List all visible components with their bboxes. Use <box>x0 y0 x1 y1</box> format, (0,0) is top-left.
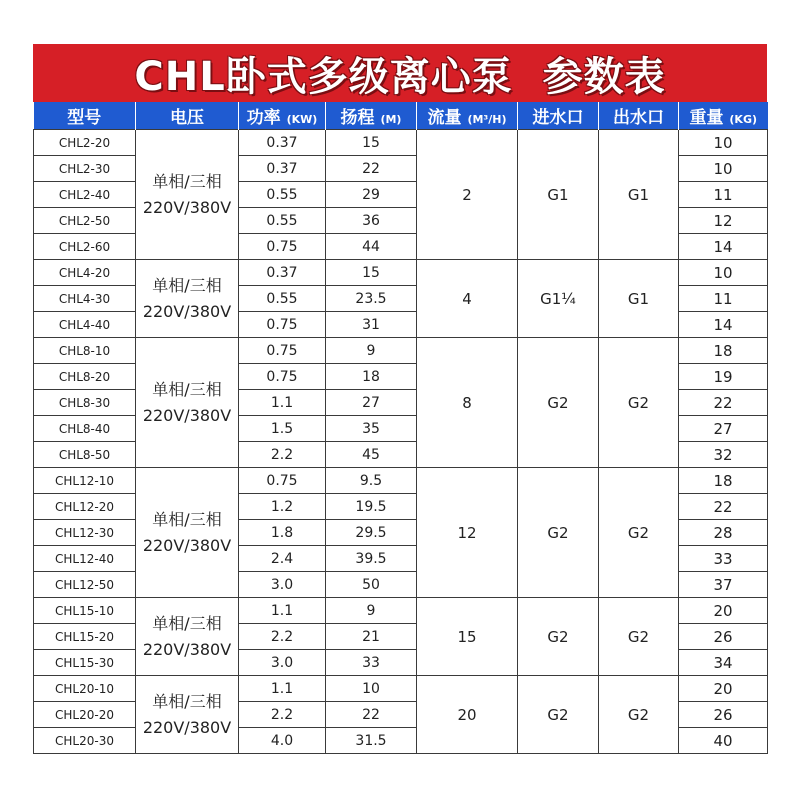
power-cell: 1.1 <box>239 598 326 624</box>
weight-cell: 34 <box>679 650 768 676</box>
model-cell: CHL4-30 <box>34 286 136 312</box>
head-cell: 22 <box>326 702 417 728</box>
head-cell: 15 <box>326 130 417 156</box>
model-cell: CHL2-20 <box>34 130 136 156</box>
inlet-cell: G2 <box>518 468 599 598</box>
power-cell: 0.37 <box>239 156 326 182</box>
head-cell: 22 <box>326 156 417 182</box>
table-body <box>34 130 768 754</box>
power-cell: 0.75 <box>239 468 326 494</box>
head-cell: 23.5 <box>326 286 417 312</box>
power-cell: 0.55 <box>239 182 326 208</box>
power-cell: 1.1 <box>239 390 326 416</box>
voltage-cell <box>136 130 239 260</box>
title-bar <box>33 44 767 102</box>
weight-cell: 18 <box>679 468 768 494</box>
header-voltage: 电压 <box>136 102 239 130</box>
weight-cell: 22 <box>679 494 768 520</box>
power-cell: 4.0 <box>239 728 326 754</box>
model-cell: CHL15-10 <box>34 598 136 624</box>
inlet-cell: G2 <box>518 338 599 468</box>
power-cell: 0.37 <box>239 260 326 286</box>
flow-cell: 15 <box>417 598 518 676</box>
power-cell: 3.0 <box>239 572 326 598</box>
head-cell: 29.5 <box>326 520 417 546</box>
page-title: CHL卧式多级离心泵 参数表 <box>134 53 666 100</box>
model-cell: CHL8-50 <box>34 442 136 468</box>
model-cell: CHL8-30 <box>34 390 136 416</box>
model-cell: CHL12-50 <box>34 572 136 598</box>
voltage-phase: 单相/三相 <box>152 171 222 191</box>
model-cell: CHL2-40 <box>34 182 136 208</box>
weight-cell: 32 <box>679 442 768 468</box>
table-row <box>34 338 768 364</box>
voltage-cell <box>136 676 239 754</box>
table-row <box>34 468 768 494</box>
weight-cell: 27 <box>679 416 768 442</box>
voltage-phase: 单相/三相 <box>152 379 222 399</box>
outlet-cell: G1 <box>599 260 679 338</box>
weight-cell: 10 <box>679 130 768 156</box>
header-row <box>34 102 768 130</box>
voltage-phase: 单相/三相 <box>152 613 222 633</box>
head-cell: 21 <box>326 624 417 650</box>
power-cell: 2.4 <box>239 546 326 572</box>
table-row <box>34 676 768 702</box>
power-cell: 0.37 <box>239 130 326 156</box>
model-cell: CHL2-50 <box>34 208 136 234</box>
power-cell: 1.8 <box>239 520 326 546</box>
power-cell: 1.1 <box>239 676 326 702</box>
outlet-cell: G2 <box>599 338 679 468</box>
header-outlet: 出水口 <box>599 102 679 130</box>
model-cell: CHL20-10 <box>34 676 136 702</box>
model-cell: CHL20-30 <box>34 728 136 754</box>
power-cell: 2.2 <box>239 442 326 468</box>
head-cell: 50 <box>326 572 417 598</box>
inlet-cell: G1 <box>518 130 599 260</box>
weight-cell: 37 <box>679 572 768 598</box>
head-cell: 31 <box>326 312 417 338</box>
model-cell: CHL12-20 <box>34 494 136 520</box>
weight-cell: 12 <box>679 208 768 234</box>
table-row <box>34 598 768 624</box>
head-cell: 44 <box>326 234 417 260</box>
head-cell: 9 <box>326 598 417 624</box>
weight-cell: 14 <box>679 234 768 260</box>
outlet-cell: G2 <box>599 598 679 676</box>
power-cell: 1.2 <box>239 494 326 520</box>
model-cell: CHL15-20 <box>34 624 136 650</box>
power-cell: 0.75 <box>239 364 326 390</box>
model-cell: CHL12-10 <box>34 468 136 494</box>
head-cell: 39.5 <box>326 546 417 572</box>
power-cell: 0.75 <box>239 312 326 338</box>
voltage-value: 220V/380V <box>142 717 232 737</box>
head-unit: (M) <box>380 113 402 126</box>
power-cell: 0.55 <box>239 208 326 234</box>
head-cell: 36 <box>326 208 417 234</box>
model-cell: CHL2-60 <box>34 234 136 260</box>
weight-cell: 19 <box>679 364 768 390</box>
model-cell: CHL12-30 <box>34 520 136 546</box>
power-cell: 1.5 <box>239 416 326 442</box>
weight-cell: 10 <box>679 260 768 286</box>
header-power: 功率 (KW) <box>239 102 326 130</box>
voltage-value: 220V/380V <box>142 639 232 659</box>
power-cell: 2.2 <box>239 624 326 650</box>
voltage-cell <box>136 338 239 468</box>
head-cell: 19.5 <box>326 494 417 520</box>
table-row <box>34 260 768 286</box>
model-cell: CHL4-20 <box>34 260 136 286</box>
weight-cell: 20 <box>679 676 768 702</box>
inlet-cell: G2 <box>518 598 599 676</box>
inlet-cell: G2 <box>518 676 599 754</box>
weight-cell: 33 <box>679 546 768 572</box>
voltage-value: 220V/380V <box>142 301 232 321</box>
voltage-cell <box>136 598 239 676</box>
flow-cell: 8 <box>417 338 518 468</box>
power-unit: (KW) <box>286 113 318 126</box>
power-cell: 3.0 <box>239 650 326 676</box>
header-head: 扬程 (M) <box>326 102 417 130</box>
power-cell: 0.75 <box>239 338 326 364</box>
head-cell: 35 <box>326 416 417 442</box>
weight-cell: 10 <box>679 156 768 182</box>
power-cell: 0.55 <box>239 286 326 312</box>
flow-cell: 20 <box>417 676 518 754</box>
head-cell: 15 <box>326 260 417 286</box>
voltage-cell <box>136 468 239 598</box>
flow-cell: 2 <box>417 130 518 260</box>
model-cell: CHL15-30 <box>34 650 136 676</box>
flow-unit: (M³/H) <box>467 113 507 126</box>
weight-cell: 14 <box>679 312 768 338</box>
head-cell: 10 <box>326 676 417 702</box>
flow-cell: 4 <box>417 260 518 338</box>
voltage-phase: 单相/三相 <box>152 275 222 295</box>
model-cell: CHL8-10 <box>34 338 136 364</box>
outlet-cell: G2 <box>599 676 679 754</box>
power-cell: 2.2 <box>239 702 326 728</box>
model-cell: CHL4-40 <box>34 312 136 338</box>
weight-cell: 18 <box>679 338 768 364</box>
pump-spec-table <box>33 102 768 754</box>
power-cell: 0.75 <box>239 234 326 260</box>
model-cell: CHL2-30 <box>34 156 136 182</box>
weight-unit: (KG) <box>729 113 758 126</box>
head-cell: 31.5 <box>326 728 417 754</box>
inlet-cell: G1¼ <box>518 260 599 338</box>
voltage-value: 220V/380V <box>142 405 232 425</box>
header-flow: 流量 (M³/H) <box>417 102 518 130</box>
voltage-value: 220V/380V <box>142 197 232 217</box>
model-cell: CHL20-20 <box>34 702 136 728</box>
table-row <box>34 130 768 156</box>
weight-cell: 40 <box>679 728 768 754</box>
header-weight: 重量 (KG) <box>679 102 768 130</box>
head-cell: 33 <box>326 650 417 676</box>
flow-cell: 12 <box>417 468 518 598</box>
weight-cell: 11 <box>679 286 768 312</box>
head-cell: 45 <box>326 442 417 468</box>
model-cell: CHL8-20 <box>34 364 136 390</box>
head-cell: 27 <box>326 390 417 416</box>
weight-cell: 11 <box>679 182 768 208</box>
head-cell: 29 <box>326 182 417 208</box>
weight-cell: 28 <box>679 520 768 546</box>
voltage-cell <box>136 260 239 338</box>
weight-cell: 20 <box>679 598 768 624</box>
head-cell: 9 <box>326 338 417 364</box>
outlet-cell: G2 <box>599 468 679 598</box>
outlet-cell: G1 <box>599 130 679 260</box>
head-cell: 9.5 <box>326 468 417 494</box>
voltage-phase: 单相/三相 <box>152 691 222 711</box>
voltage-value: 220V/380V <box>142 535 232 555</box>
header-model: 型号 <box>34 102 136 130</box>
header-inlet: 进水口 <box>518 102 599 130</box>
weight-cell: 22 <box>679 390 768 416</box>
weight-cell: 26 <box>679 702 768 728</box>
weight-cell: 26 <box>679 624 768 650</box>
model-cell: CHL12-40 <box>34 546 136 572</box>
model-cell: CHL8-40 <box>34 416 136 442</box>
voltage-phase: 单相/三相 <box>152 509 222 529</box>
head-cell: 18 <box>326 364 417 390</box>
